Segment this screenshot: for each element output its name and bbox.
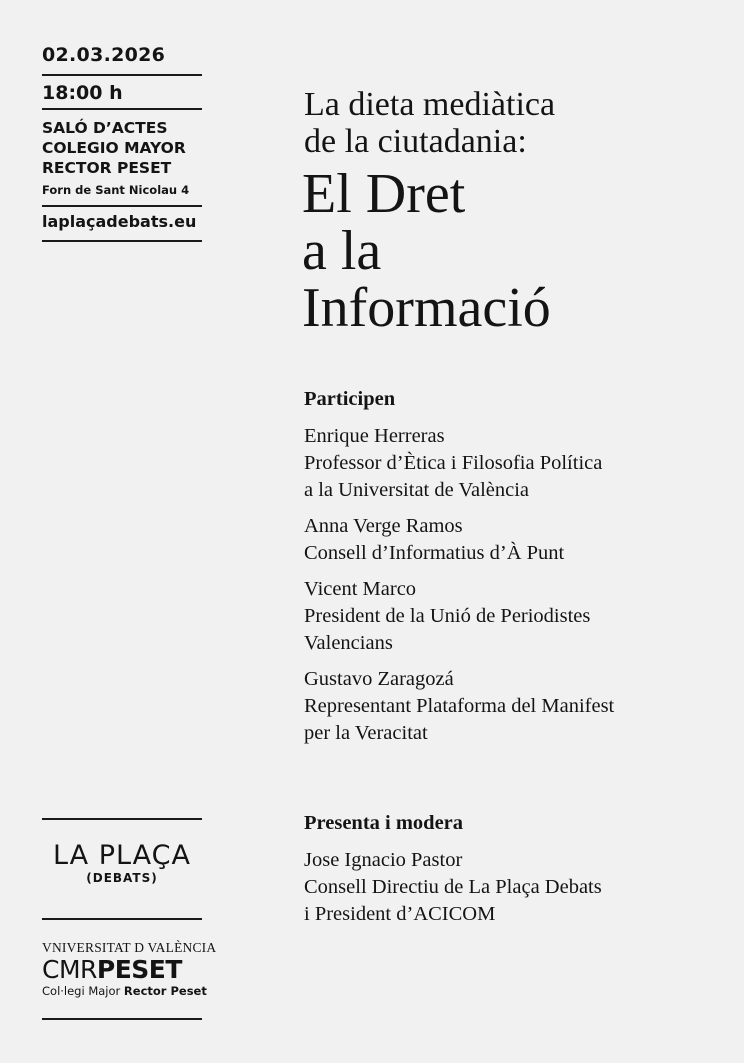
colegio-logo-text [42, 984, 207, 998]
participant-role: Valencians [304, 632, 393, 654]
divider [42, 74, 202, 76]
participant-name: Enrique Herreras [304, 425, 445, 447]
moderator-section [304, 810, 602, 937]
title-block [304, 86, 555, 337]
venue [42, 118, 186, 178]
participants-section [304, 386, 614, 756]
subtitle-line: de la ciutadania: [304, 123, 527, 160]
divider [42, 205, 202, 207]
event-date: 02.03.2026 [42, 44, 166, 66]
main-title-line: a la [302, 220, 382, 282]
participant-name: Anna Verge Ramos [304, 515, 463, 537]
cmr-peset-logo-text [42, 956, 204, 984]
moderator [304, 847, 602, 928]
la-placa-logo-sub: (DEBATS) [86, 871, 158, 885]
participant-role: per la Veracitat [304, 722, 428, 744]
participant [304, 423, 614, 504]
la-placa-logo [42, 838, 202, 885]
rector-peset-text: Rector Peset [123, 984, 207, 998]
participant [304, 666, 614, 747]
universitat-logo-text: VNIVERSITAT D VALÈNCIA [42, 940, 217, 955]
subtitle-line: La dieta mediàtica [304, 86, 556, 123]
venue-line: COLEGIO MAYOR [42, 139, 186, 157]
moderator-role: Consell Directiu de La Plaça Debats [304, 876, 602, 898]
subtitle [304, 86, 555, 160]
participant-role: Representant Plataforma del Manifest [304, 695, 615, 717]
la-placa-logo-text: LA PLAÇA [53, 840, 191, 871]
cmr-text: CMR [42, 955, 97, 984]
divider [42, 818, 202, 820]
event-time: 18:00 h [42, 82, 123, 104]
main-title [302, 163, 555, 339]
participant [304, 576, 614, 657]
moderator-heading: Presenta i modera [304, 812, 464, 834]
website-link[interactable]: laplaçadebats.eu [42, 212, 197, 231]
address: Forn de Sant Nicolau 4 [42, 183, 190, 197]
colegio-text: Col·legi Major [42, 984, 124, 998]
divider [42, 108, 202, 110]
participant-role: Professor d’Ètica i Filosofia Política [304, 452, 603, 474]
divider [42, 1018, 202, 1020]
uv-cmr-logo [42, 940, 217, 998]
main-title-line: Informació [302, 277, 551, 339]
participant-role: President de la Unió de Periodistes [304, 605, 591, 627]
participant-role: Consell d’Informatius d’À Punt [304, 542, 565, 564]
participant [304, 513, 614, 567]
peset-text: PESET [96, 955, 182, 984]
moderator-role: i President d’ACICOM [304, 903, 496, 925]
divider [42, 240, 202, 242]
participant-name: Gustavo Zaragozá [304, 668, 454, 690]
participants-heading: Participen [304, 388, 396, 410]
participant-role: a la Universitat de València [304, 479, 530, 501]
divider [42, 918, 202, 920]
participant-name: Vicent Marco [304, 578, 417, 600]
main-title-line: El Dret [302, 163, 466, 225]
venue-line: SALÓ D’ACTES [42, 119, 168, 137]
moderator-name: Jose Ignacio Pastor [304, 849, 463, 871]
venue-line: RECTOR PESET [42, 159, 172, 177]
